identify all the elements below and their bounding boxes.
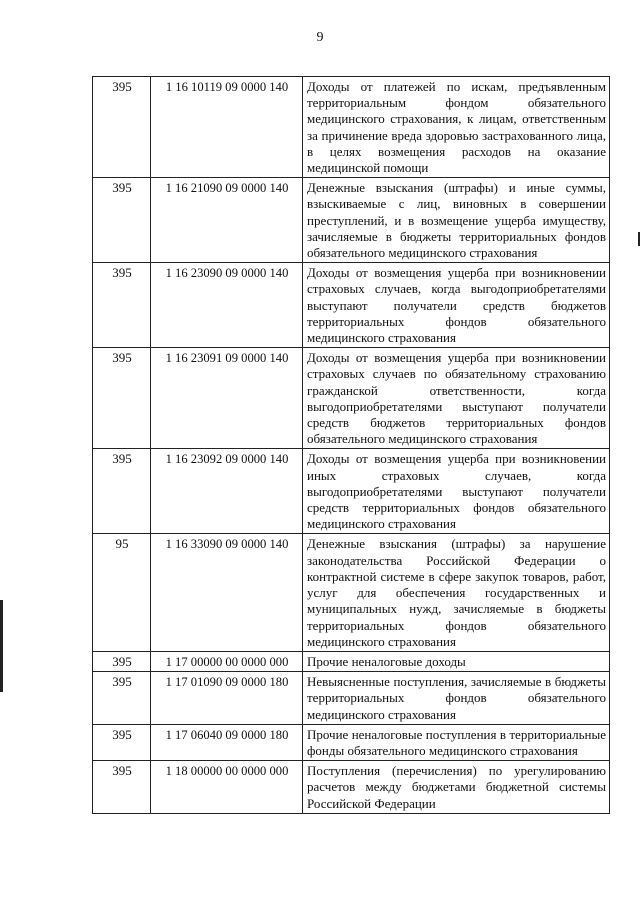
budget-classification-code-cell: 1 16 23090 09 0000 140 bbox=[151, 263, 303, 348]
revenue-name-cell: Прочие неналоговые доходы bbox=[303, 651, 610, 671]
budget-classification-code-cell: 1 16 33090 09 0000 140 bbox=[151, 534, 303, 651]
budget-classification-code-cell: 1 16 21090 09 0000 140 bbox=[151, 178, 303, 263]
revenue-name-cell: Доходы от возмещения ущерба при возникновении иных страховых случаев, когда выгодоприобретателями выступают получатели средств территориальных фондов обязательного медицинского страхования bbox=[303, 449, 610, 534]
admin-code-cell: 95 bbox=[93, 534, 151, 651]
revenue-name-cell: Поступления (перечисления) по урегулированию расчетов между бюджетами бюджетной системы Российской Федерации bbox=[303, 761, 610, 814]
revenue-name-cell: Денежные взыскания (штрафы) за нарушение законодательства Российской Федерации о контрактной системе в сфере закупок товаров, работ, услуг для обеспечения государственных и муниципальных нужд, зачисляемые в бюджеты территориальных фондов обязательного медицинского страхования bbox=[303, 534, 610, 651]
revenue-name-cell: Доходы от возмещения ущерба при возникновении страховых случаев, когда выгодоприобретателями выступают получатели средств бюджетов территориальных фондов обязательного медицинского страхования bbox=[303, 263, 610, 348]
admin-code-cell: 395 bbox=[93, 178, 151, 263]
admin-code-cell: 395 bbox=[93, 761, 151, 814]
budget-classification-code-cell: 1 18 00000 00 0000 000 bbox=[151, 761, 303, 814]
budget-classification-code-cell: 1 17 00000 00 0000 000 bbox=[151, 651, 303, 671]
admin-code-cell: 395 bbox=[93, 651, 151, 671]
table-row bbox=[93, 263, 610, 348]
revenue-name-cell: Доходы от возмещения ущерба при возникновении страховых случаев по обязательному страхованию гражданской ответственности, когда выгодоприобретателями выступают получатели средств бюджетов территориальных фондов обязательного медицинского страхования bbox=[303, 348, 610, 449]
table-row bbox=[93, 178, 610, 263]
revenue-name-cell: Доходы от платежей по искам, предъявленным территориальным фондом обязательного медицинского страхования, к лицам, ответственным за причинение вреда здоровью застрахованного лица, в целях возмещения расходов на оказание медицинской помощи bbox=[303, 77, 610, 178]
budget-classification-code-cell: 1 16 23092 09 0000 140 bbox=[151, 449, 303, 534]
revenue-name-cell: Невыясненные поступления, зачисляемые в бюджеты территориальных фондов обязательного медицинского страхования bbox=[303, 672, 610, 725]
budget-classification-code-cell: 1 17 01090 09 0000 180 bbox=[151, 672, 303, 725]
admin-code-cell: 395 bbox=[93, 724, 151, 760]
revenue-name-cell: Прочие неналоговые поступления в территориальные фонды обязательного медицинского страхования bbox=[303, 724, 610, 760]
admin-code-cell: 395 bbox=[93, 672, 151, 725]
scan-edge-mark bbox=[0, 600, 3, 692]
table-row bbox=[93, 348, 610, 449]
page-number: 9 bbox=[316, 30, 324, 45]
table-row bbox=[93, 77, 610, 178]
table-row bbox=[93, 672, 610, 725]
admin-code-cell: 395 bbox=[93, 77, 151, 178]
revenue-name-cell: Денежные взыскания (штрафы) и иные суммы, взыскиваемые с лиц, виновных в совершении преступлений, и в возмещение ущерба имуществу, зачисляемые в бюджеты территориальных фондов обязательного медицинского страхования bbox=[303, 178, 610, 263]
budget-classification-code-cell: 1 16 10119 09 0000 140 bbox=[151, 77, 303, 178]
table-row bbox=[93, 651, 610, 671]
table-row bbox=[93, 449, 610, 534]
admin-code-cell: 395 bbox=[93, 263, 151, 348]
admin-code-cell: 395 bbox=[93, 449, 151, 534]
budget-revenue-table bbox=[92, 76, 610, 814]
admin-code-cell: 395 bbox=[93, 348, 151, 449]
budget-classification-code-cell: 1 16 23091 09 0000 140 bbox=[151, 348, 303, 449]
table-row bbox=[93, 761, 610, 814]
table-row bbox=[93, 534, 610, 651]
budget-classification-code-cell: 1 17 06040 09 0000 180 bbox=[151, 724, 303, 760]
table-row bbox=[93, 724, 610, 760]
